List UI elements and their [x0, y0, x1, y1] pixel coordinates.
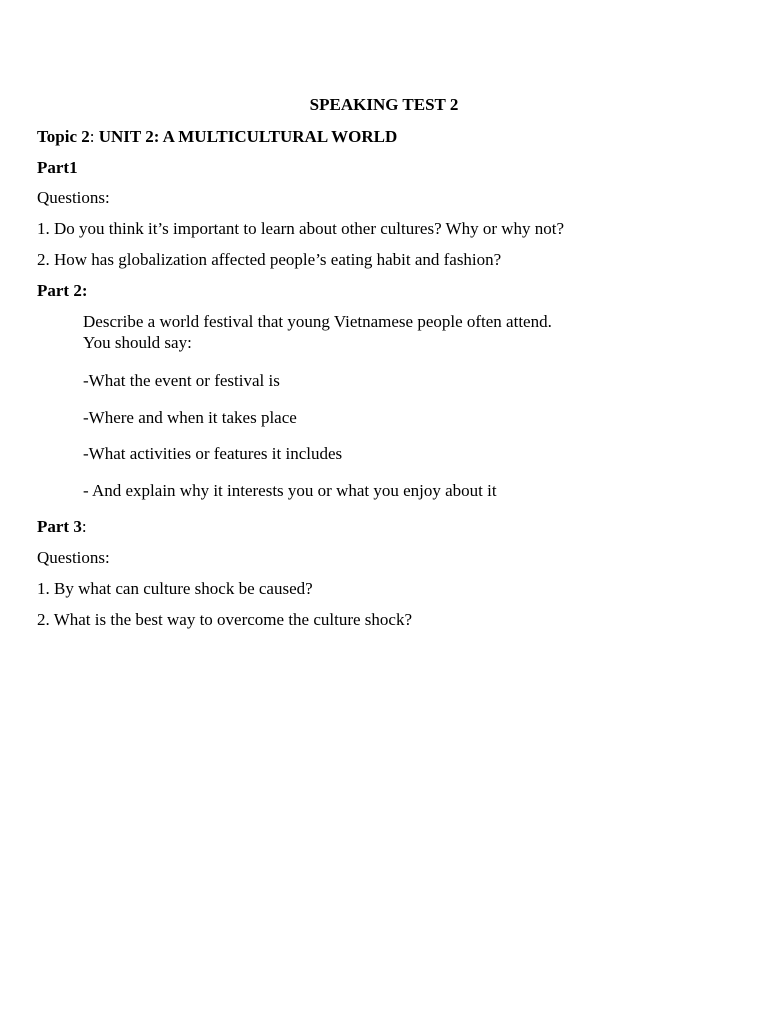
part2-heading: Part 2:	[37, 281, 88, 300]
part3-question-1: 1. By what can culture shock be caused?	[37, 579, 313, 598]
part3-heading-suffix: :	[81, 517, 87, 536]
topic-value: UNIT 2: A MULTICULTURAL WORLD	[98, 127, 398, 146]
part2-point-1: -What the event or festival is	[83, 371, 280, 390]
topic-line	[37, 127, 397, 147]
part2-should-say: You should say:	[83, 333, 192, 352]
part2-prompt: Describe a world festival that young Vietnamese people often attend.	[83, 312, 552, 331]
topic-separator: :	[89, 127, 95, 146]
part2-point-2: -Where and when it takes place	[83, 408, 297, 427]
part3-heading: Part 3	[37, 517, 82, 536]
part1-question-1: 1. Do you think it’s important to learn about other cultures? Why or why not?	[37, 219, 565, 238]
part3-question-2: 2. What is the best way to overcome the culture shock?	[37, 610, 412, 629]
part1-question-2: 2. How has globalization affected people’s eating habit and fashion?	[37, 250, 502, 269]
topic-label: Topic 2	[37, 127, 90, 146]
part1-heading: Part1	[37, 158, 78, 177]
page-title: SPEAKING TEST 2	[309, 95, 459, 114]
part1-questions-label: Questions:	[37, 188, 110, 207]
part2-point-3: -What activities or features it includes	[83, 444, 343, 463]
part2-point-4: - And explain why it interests you or what you enjoy about it	[83, 481, 497, 500]
part3-heading-line	[37, 517, 87, 537]
part3-questions-label: Questions:	[37, 548, 110, 567]
